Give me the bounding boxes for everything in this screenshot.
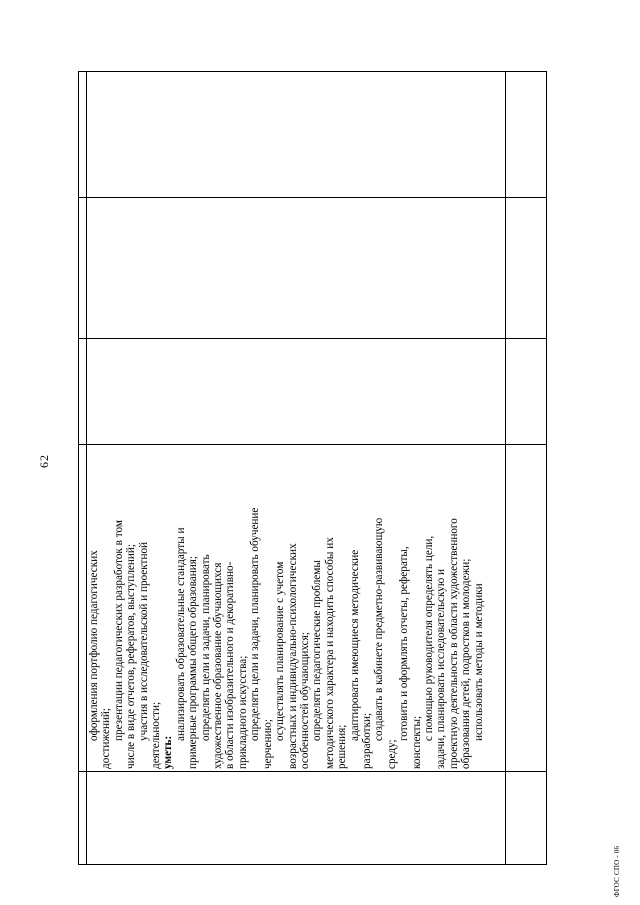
- cell-line: методического характера и находить способы их: [323, 537, 336, 769]
- cell-line: черчению;: [261, 719, 274, 769]
- table-row-divider: [79, 197, 546, 198]
- cell-line: оформления портфолио педагогических: [88, 550, 100, 741]
- cell-line: примерные программы общего образования;: [187, 556, 200, 769]
- cell-line: создавать в кабинете предметно-развивающую: [373, 517, 386, 741]
- cell-line: особенностей обучающихся;: [298, 632, 311, 769]
- cell-line: презентации педагогических разработок в том: [112, 520, 125, 741]
- cell-line: задачи, планировать исследовательскую и: [435, 568, 448, 769]
- cell-line: в области изобразительного и декоративно-: [224, 561, 237, 769]
- table-top-divider: [86, 72, 87, 864]
- cell-line: адаптировать имеющиеся методические: [348, 549, 361, 741]
- cell-line: осуществлять планирование с учетом: [274, 561, 287, 741]
- cell-line: анализировать образовательные стандарты и: [174, 527, 187, 741]
- cell-line: образования детей, подростков и молодежи;: [460, 558, 473, 769]
- cell-line: готовить и оформлять отчеты, рефераты,: [398, 546, 411, 741]
- cell-line: деятельности;: [150, 701, 163, 769]
- table-row-divider: [79, 444, 546, 445]
- cell-line: художественное образование обучающихся: [212, 562, 225, 769]
- cell-line: разработки;: [360, 712, 373, 769]
- cell-line: проектную деятельность в области художественного: [447, 518, 460, 769]
- cell-line: участия в исследовательской и проектной: [137, 541, 150, 741]
- cell-line: конспекты;: [410, 715, 423, 769]
- cell-line: использовать методы и методики: [472, 583, 485, 741]
- cell-line: среду;: [385, 739, 398, 769]
- footer-code: ФГОС СПО - 06: [613, 845, 621, 897]
- table-row-divider: [79, 338, 546, 339]
- competency-cell-text: [88, 451, 485, 769]
- cell-line: определять цели и задачи, планировать обучение: [249, 507, 262, 741]
- table-row-divider: [79, 771, 546, 772]
- cell-line: определять педагогические проблемы: [311, 560, 324, 741]
- competency-table: [78, 71, 547, 865]
- cell-line: достижений;: [100, 707, 113, 769]
- cell-line: прикладного искусства;: [236, 655, 249, 769]
- cell-line: с помощью руководителя определять цели,: [422, 535, 435, 741]
- table-text-column-divider: [505, 72, 506, 864]
- cell-line: числе в виде отчетов, рефератов, выступлений;: [125, 544, 138, 769]
- cell-line: решения;: [336, 724, 349, 769]
- cell-line: уметь:: [162, 735, 175, 769]
- cell-line: возрастных и индивидуально-психологических: [286, 543, 299, 769]
- cell-line: определять цели и задачи, планировать: [199, 554, 212, 741]
- page-number: 62: [37, 454, 51, 468]
